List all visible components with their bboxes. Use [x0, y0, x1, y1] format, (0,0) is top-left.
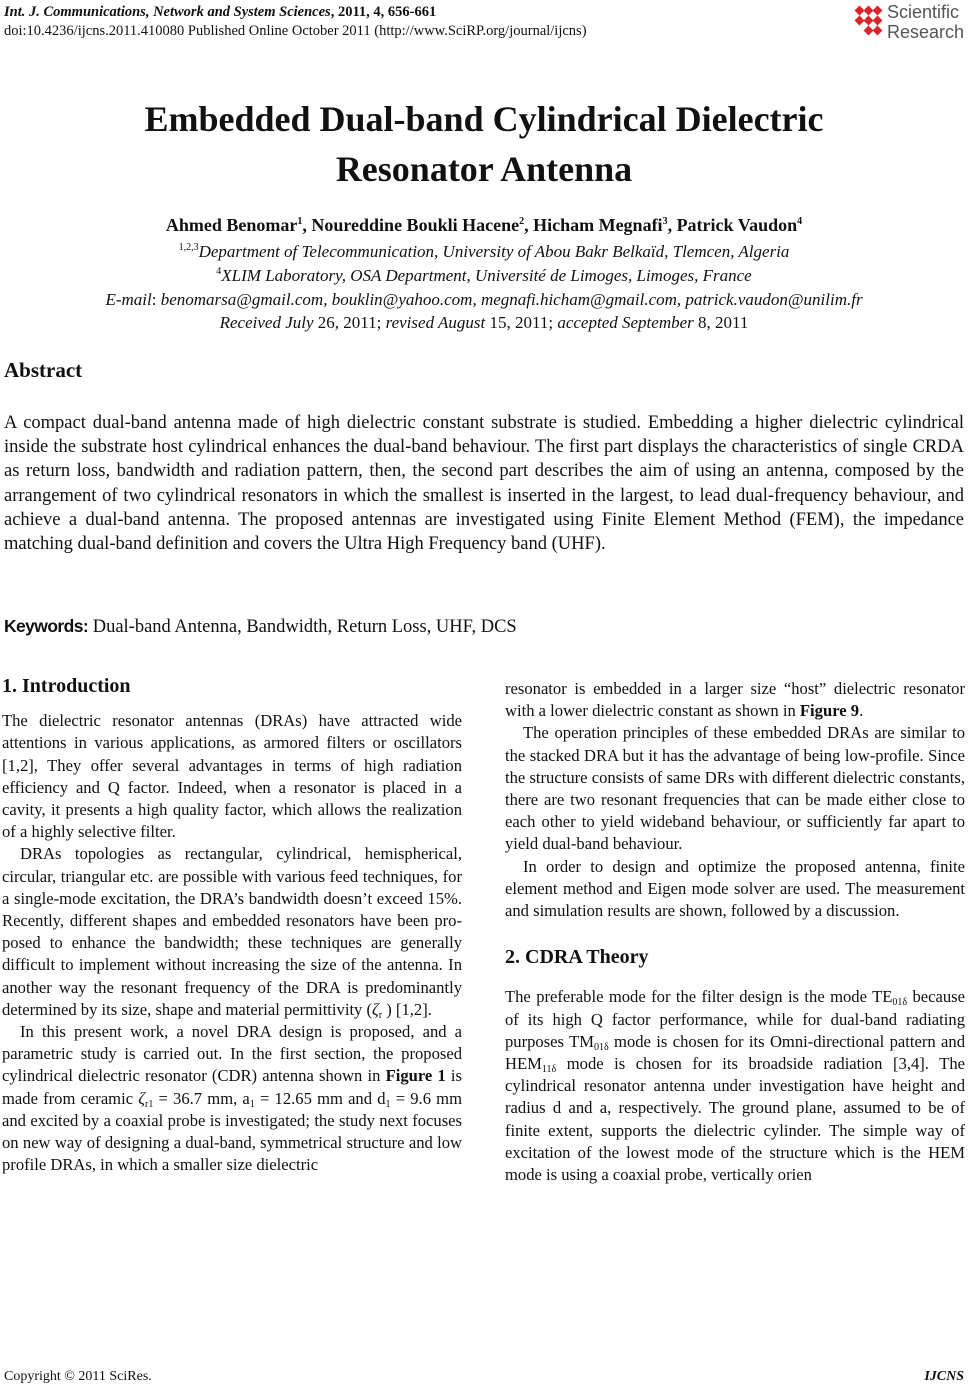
paragraph-text: = 36.7 mm, a — [153, 1088, 250, 1108]
dates-line — [0, 311, 968, 335]
paragraph — [505, 678, 965, 722]
author: Ahmed Benomar — [165, 215, 298, 235]
doi-line: doi:10.4236/ijcns.2011.410080 Published Online October 2011 (http://www.SciRP.org/journal/ijcns) — [4, 23, 587, 39]
paragraph: In order to design and optimize the proposed antenna, finite element method and Eigen mode solver are used. The measurement and simulation results are shown, followed by a discussion. — [505, 856, 965, 921]
mode-subscript: 11δ — [541, 1064, 557, 1076]
figure-ref[interactable]: Figure 9 — [799, 701, 860, 721]
mode-subscript: 01δ — [892, 997, 908, 1009]
revised-label: revised August — [385, 313, 486, 332]
footer-journal: IJCNS — [924, 1369, 964, 1384]
author-list: Ahmed Benomar$^1$, Noureddine Boukli Hacene$^2$, Hicham Megnafi$^3$, Patrick Vaudon$^4$ — [165, 215, 803, 235]
permittivity-symbol: ζ — [138, 1088, 145, 1108]
paragraph: The operation principles of these embedded DRAs are similar to the stacked DRA but it has the advantage of being low-profile. Since the structure consists of same DRs with different dielectric constants, there are two resonant frequencies that can be made either close to each other to yield wideband behaviour, or sufficiently far apart to yield dual-band behaviour. — [505, 723, 965, 854]
symbol-subscript: 1 — [385, 1098, 391, 1110]
logo-text-line1: Scientific — [887, 2, 960, 22]
paragraph-text: The preferable mode for the filter design is the mode TE — [505, 987, 893, 1007]
section-heading-introduction: 1. Introduction — [2, 675, 131, 697]
paragraph-text: is made from ceramic — [2, 1066, 462, 1108]
journal-volume: , 2011, 4, 656-661 — [330, 4, 437, 20]
title-line-1: Embedded Dual-band Cylindrical Dielectric — [144, 99, 824, 139]
paragraph-text: = 12.65 mm and d — [254, 1088, 386, 1108]
revised-date: 15, 2011; — [485, 313, 558, 332]
paragraph-text: because of its high Q factor performance, while for dual-band radiating purposes TM — [505, 987, 965, 1051]
affiliation-text: Department of Telecommunication, University of Abou Bakr Belkaïd, Tlemcen, Algeria — [198, 242, 790, 261]
left-column — [2, 675, 462, 1176]
keywords — [4, 616, 517, 638]
email-line: E-mail: benomarsa@gmail.com, bouklin@yahoo.com, megnafi.hicham@gmail.com, patrick.vaudon@unilim.fr — [105, 290, 863, 309]
figure-ref[interactable]: Figure 1 — [385, 1066, 446, 1086]
running-header — [4, 3, 587, 41]
abstract-text: A compact dual-band antenna made of high dielectric constant substrate is studied. Embedding a higher dielectric cylindrical inside the substrate host cylindrical enhances the dual-band behaviour. The first part displays the characteristics of single CRDA as return loss, bandwidth and radiation pattern, then, the second part describes the aim of using an antenna, composed by the arrangement of two cylindrical resonators in which the smallest is inserted in the largest, to lead dual-frequency behaviour, and achieve a dual-band antenna. The proposed antennas are investigated using Finite Element Method (FEM), the impedance matching dual-band definition and covers the Ultra High Frequency band (UHF). — [4, 413, 964, 555]
author-sup: 4 — [797, 216, 803, 227]
paragraph-text: mode is chosen for its Omni-directional pattern and HEM — [505, 1031, 965, 1074]
symbol-subscript: r — [378, 1009, 383, 1021]
author-sup: 2 — [519, 216, 525, 227]
paragraph — [2, 843, 462, 1021]
paragraph-text: . — [859, 701, 864, 721]
paragraph-text: resonator is embedded in a larger size “host” dielectric resonator with a lower dielectric constant as shown in — [505, 679, 965, 721]
email-addresses: benomarsa@gmail.com, bouklin@yahoo.com, megnafi.hicham@gmail.com, patrick.vaudon@unilim.fr — [160, 290, 863, 309]
title-line-2: Resonator Antenna — [335, 149, 633, 189]
author-sup: 3 — [662, 216, 668, 227]
keywords-text: Dual-band Antenna, Bandwidth, Return Loss, UHF, DCS — [88, 617, 517, 637]
mode-subscript: 01δ — [593, 1041, 609, 1053]
affiliation-sup: 1,2,3 — [178, 242, 199, 253]
section-heading-cdra-theory: 2. CDRA Theory — [505, 946, 649, 969]
journal-citation — [4, 3, 587, 22]
paragraph: The dielectric resonator antennas (DRAs) have attracted wide attentions in various applications, as armored filters or oscillators [1,2], They offer several advantages in terms of high radiation efficiency and Q factor. Indeed, when a resonator is placed in a cavity, it presents a high quality factor, which allows the realization of a highly selective filter. — [2, 711, 462, 842]
paragraph — [2, 1021, 462, 1176]
paragraph-text: mode is chosen for its broadside radiation [3,4]. The cylindrical resonator antenna under investigation have height and radius d and a, respectively. The ground plane, assumed to be of finite extent, supports the dielectric cylinder. The simple way of excitation of the lowest mode of the structure which is the HEM mode is using a coaxial probe, vertically orien — [505, 1054, 965, 1185]
paragraph-text: = 9.6 mm and excited by a coaxial probe is investigated; the study next focuses on new way of designing a dual-band, symmetrical structure and low profile DRAs, in which a smaller size dielectric — [2, 1088, 462, 1175]
paragraph-text: DRAs topologies as rectangular, cylindrical, hemispherical, circular, triangular etc. are possible with various feed techniques, for a single-mode excitation, the DRA’s bandwidth doesn’t exceed 15%. Recently, different shapes and embedded resonators have been proposed to enhance the bandwidth; these techniques are generally difficult to implement without increasing the size of the antenna. In another way the resonant frequency of the DRA is predominantly determined by its size, shape and material permittivity ( — [2, 844, 462, 1019]
accepted-date: 8, 2011 — [693, 313, 749, 332]
email-label: E-mail — [105, 290, 152, 309]
author: Noureddine Boukli Hacene — [311, 215, 520, 235]
journal-name: Int. J. Communications, Network and System Sciences — [4, 4, 331, 20]
footer-copyright: Copyright © 2011 SciRes. — [4, 1369, 152, 1384]
right-column — [505, 678, 965, 1186]
affiliation-text: XLIM Laboratory, OSA Department, Université de Limoges, Limoges, France — [221, 266, 752, 285]
received-label: Received July — [219, 313, 314, 332]
accepted-label: accepted September — [557, 313, 694, 332]
logo-text — [887, 2, 964, 42]
received-date: 26, 2011; — [313, 313, 386, 332]
scientific-research-logo — [852, 2, 968, 42]
author: Hicham Megnafi — [533, 215, 663, 235]
abstract-heading: Abstract — [4, 358, 83, 382]
author: Patrick Vaudon — [676, 215, 798, 235]
paragraph-text: ) [1,2]. — [386, 999, 432, 1019]
paragraph — [505, 986, 965, 1186]
logo-text-line2: Research — [887, 22, 965, 42]
permittivity-symbol: ζ — [372, 999, 379, 1019]
paper-title — [0, 94, 968, 194]
logo-mark-icon — [852, 5, 886, 39]
affiliation-1 — [0, 240, 968, 264]
paragraph-text: In this present work, a novel DRA design is proposed, and a parametric study is carried out. In the first section, the proposed cylindrical dielectric resonator (CDR) antenna shown in — [2, 1022, 462, 1086]
affiliation-sup: 4 — [216, 266, 222, 277]
keywords-label: Keywords: — [4, 616, 89, 636]
author-sup: 1 — [297, 216, 303, 227]
symbol-subscript: r1 — [144, 1098, 154, 1110]
symbol-subscript: 1 — [249, 1098, 255, 1110]
affiliation-2 — [0, 264, 968, 288]
